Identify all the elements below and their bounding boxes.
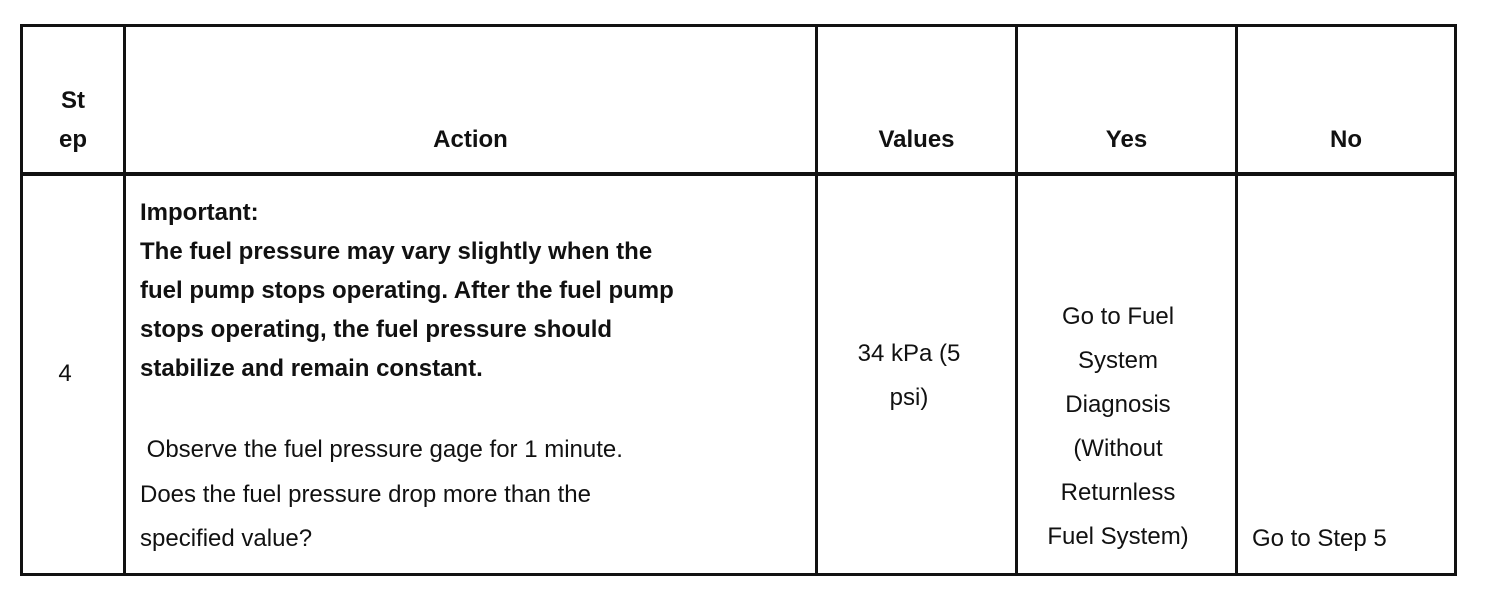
important-label: Important:: [140, 199, 259, 226]
yes-line: (Without: [1073, 435, 1163, 462]
yes-cell: [1018, 295, 1218, 559]
yes-line: System: [1077, 347, 1158, 374]
header-no: No: [1330, 126, 1362, 153]
yes-line: Go to Fuel: [1061, 303, 1175, 330]
values-cell: [818, 332, 1000, 420]
header-action: Action: [433, 126, 508, 153]
yes-line: Diagnosis: [1065, 391, 1171, 418]
column-divider: [123, 27, 126, 573]
header-step-line2: ep: [58, 126, 87, 153]
yes-line: Fuel System): [1047, 523, 1189, 550]
action-cell: [140, 193, 812, 388]
step-number: 4: [58, 360, 72, 387]
important-line: The fuel pressure may vary slightly when the: [140, 238, 653, 265]
question-line: specified value?: [140, 525, 313, 552]
column-divider: [815, 27, 818, 573]
no-cell: Go to Step 5: [1252, 525, 1387, 552]
values-line: 34 kPa (5: [857, 340, 961, 367]
important-line: stops operating, the fuel pressure should: [140, 316, 613, 343]
yes-line: Returnless: [1060, 479, 1176, 506]
header-yes: Yes: [1105, 126, 1148, 153]
column-divider: [1235, 27, 1238, 573]
important-line: fuel pump stops operating. After the fuel pump: [140, 277, 674, 304]
action-instruction: Observe the fuel pressure gage for 1 minute.: [140, 436, 623, 463]
action-question: [140, 473, 812, 561]
values-line: psi): [889, 384, 929, 411]
header-step: [23, 81, 123, 159]
header-divider: [23, 172, 1454, 176]
header-step-line1: St: [61, 87, 85, 114]
diagnostic-table: [20, 24, 1457, 576]
question-line: Does the fuel pressure drop more than the: [140, 481, 591, 508]
header-values: Values: [878, 126, 955, 153]
important-line: stabilize and remain constant.: [140, 355, 483, 382]
